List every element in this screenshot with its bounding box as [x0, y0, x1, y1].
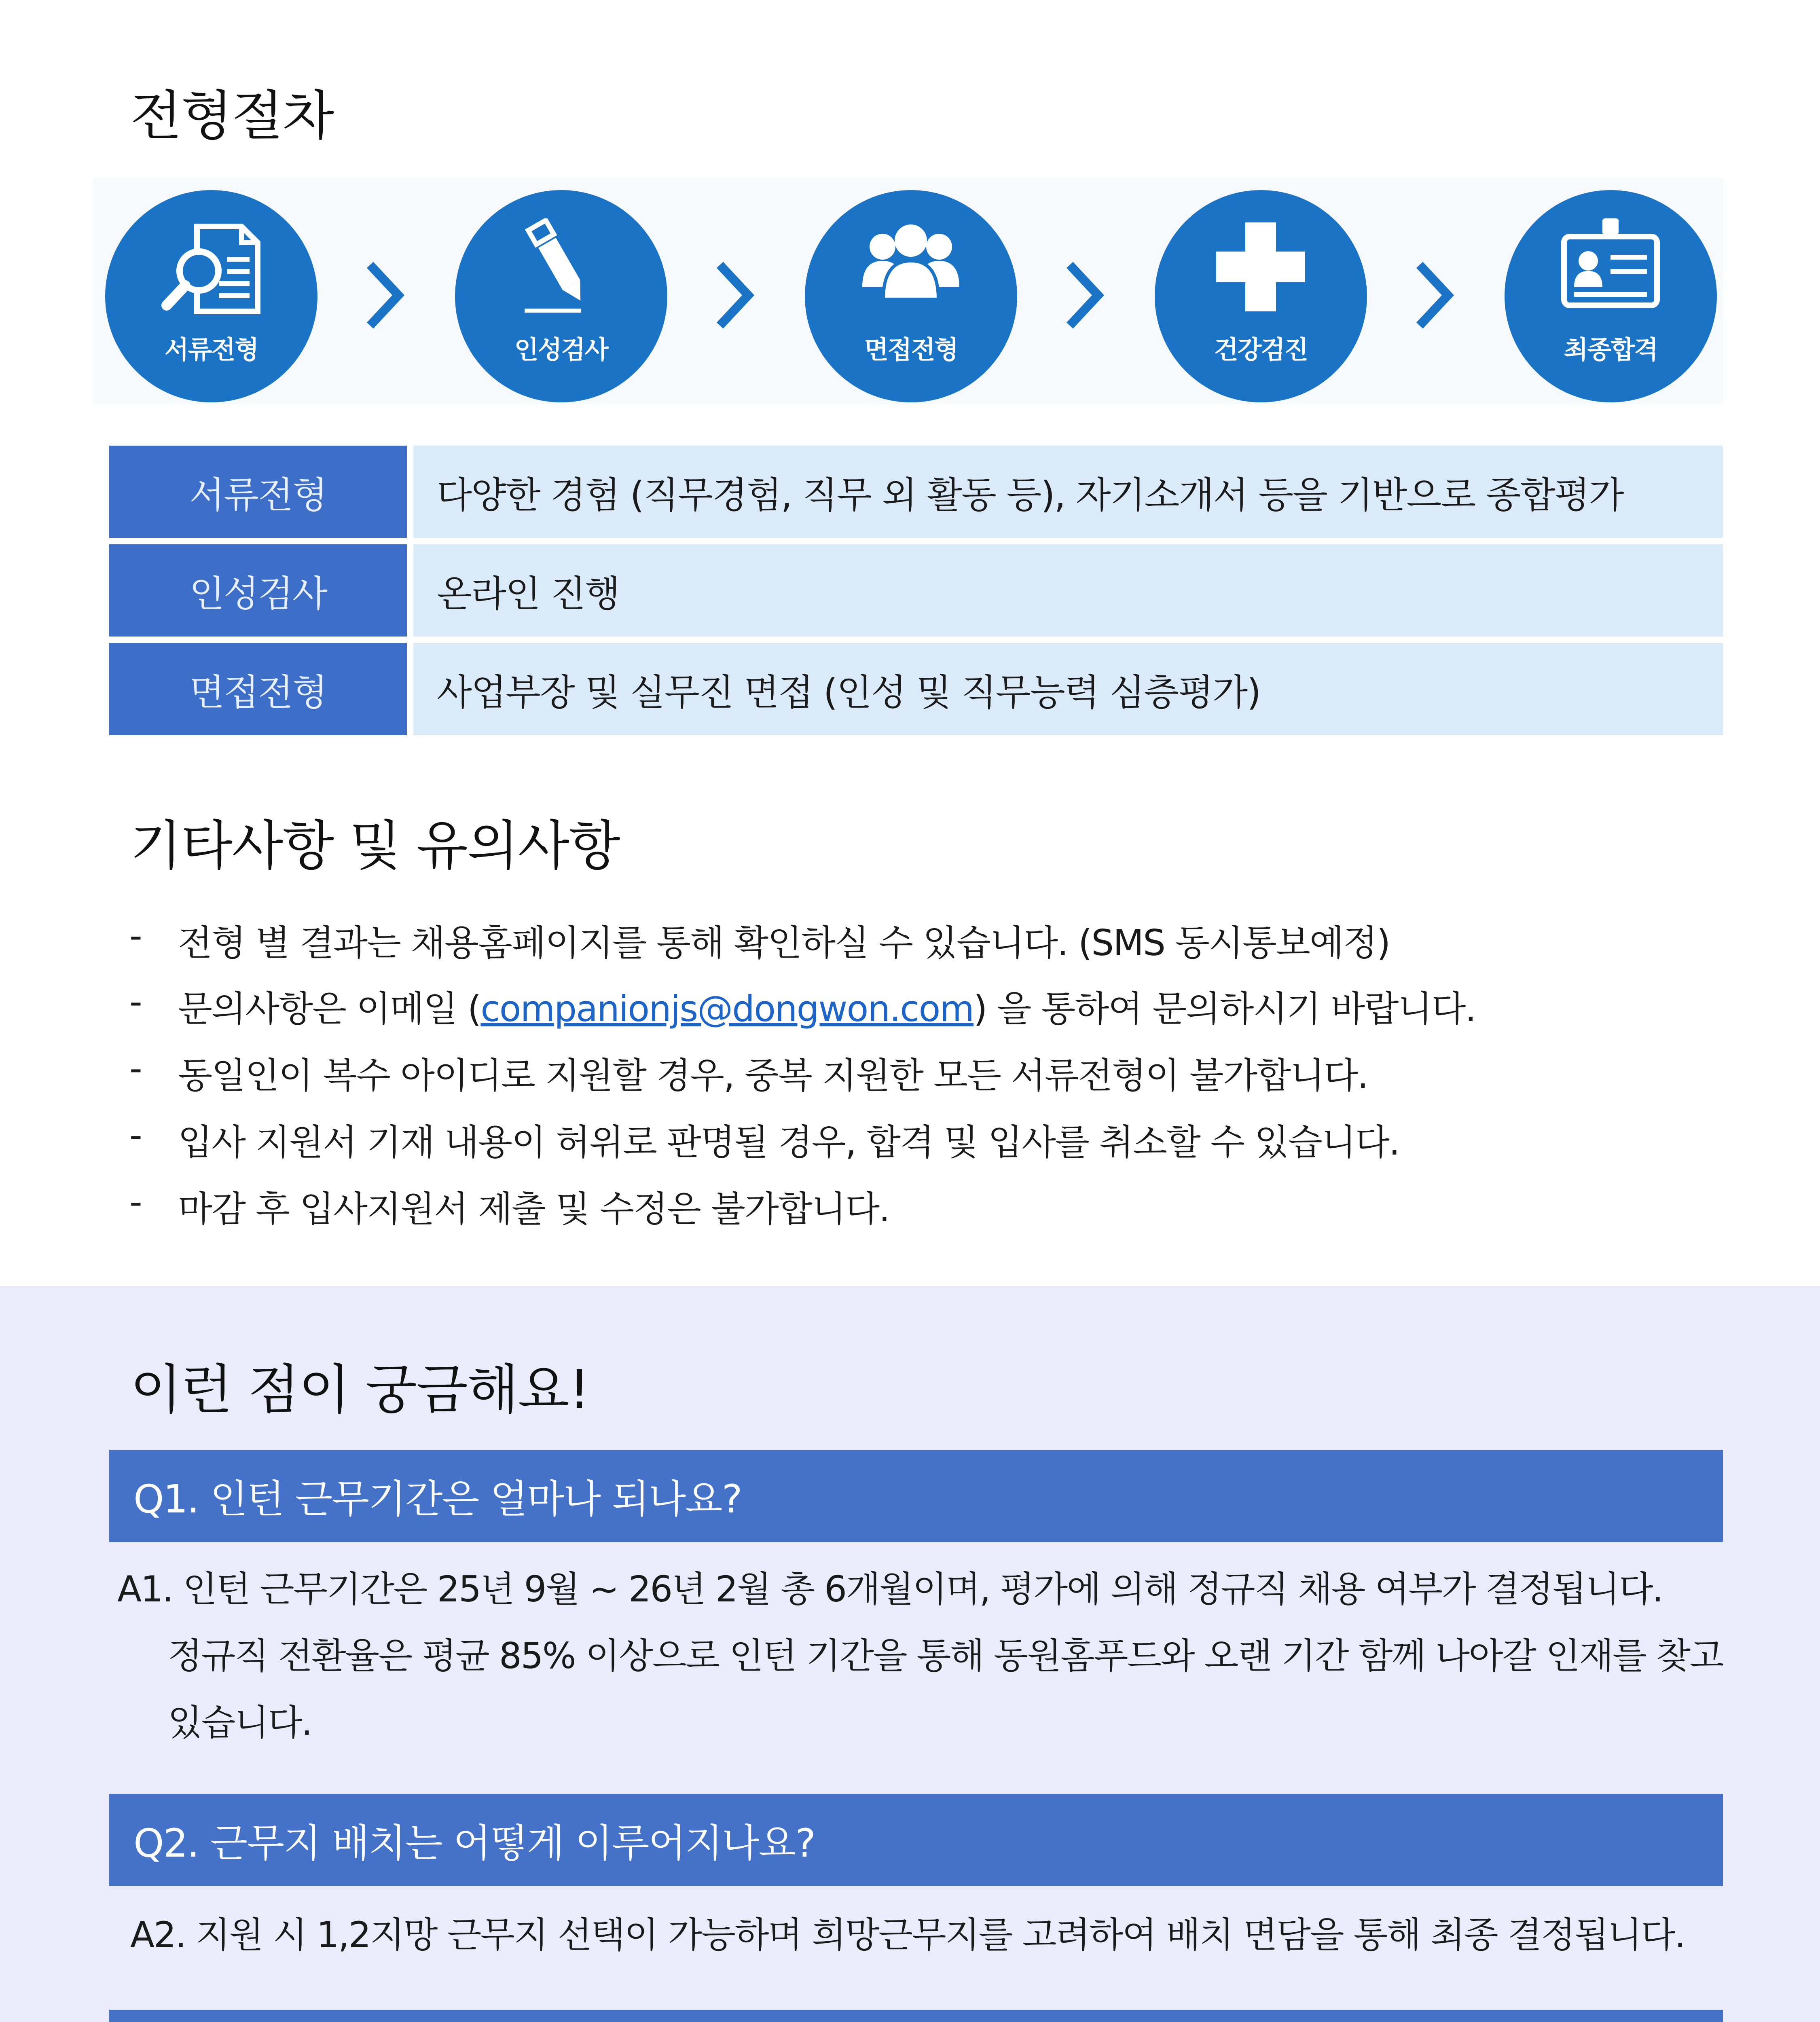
notes-title: 기타사항 및 유의사항: [130, 815, 620, 877]
faq-question: Q1. 인턴 근무기간은 얼마나 되나요?: [109, 1450, 1723, 1542]
email-link[interactable]: companionjs@dongwon.com: [480, 988, 974, 1030]
note-text: 전형 별 결과는 채용홈페이지를 통해 확인하실 수 있습니다. (SMS 동시통보예정): [178, 922, 1390, 964]
step-document: [105, 190, 317, 402]
note-text-pre: 문의사항은 이메일 (: [178, 988, 481, 1030]
table-row: [109, 643, 1723, 735]
faq-section: [0, 1286, 1820, 2022]
step-personality: [455, 190, 667, 402]
pencil-icon: [508, 218, 614, 315]
step-label: 인성검사: [514, 335, 608, 364]
chevron-right-icon: [360, 259, 408, 332]
step-health-check: [1155, 190, 1367, 402]
list-dash: -: [129, 1114, 142, 1156]
step-label: 서류전형: [164, 335, 258, 364]
note-text: 동일인이 복수 아이디로 지원할 경우, 중복 지원한 모든 서류전형이 불가합니다.: [178, 1055, 1368, 1096]
step-interview: [805, 190, 1017, 402]
chevron-right-icon: [1060, 259, 1108, 332]
note-text: 입사 지원서 기재 내용이 허위로 판명될 경우, 합격 및 입사를 취소할 수 있습니다.: [178, 1121, 1399, 1163]
faq-answer-line: A1. 인턴 근무기간은 25년 9월 ~ 26년 2월 총 6개월이며, 평가에 의해 정규직 채용 여부가 결정됩니다.: [117, 1568, 1663, 1610]
table-row: [109, 544, 1723, 637]
note-text: 마감 후 입사지원서 제출 및 수정은 불가합니다.: [178, 1188, 889, 1230]
list-dash: -: [129, 1047, 142, 1089]
faq-title: 이런 점이 궁금해요!: [130, 1359, 589, 1421]
step-label: 건강검진: [1214, 335, 1308, 364]
note-text: [178, 981, 1475, 1032]
table-row: [109, 446, 1723, 538]
table-key: 서류전형: [109, 446, 407, 538]
faq-answer-line: A2. 지원 시 1,2지망 근무지 선택이 가능하며 희망근무지를 고려하여 배치 면담을 통해 최종 결정됩니다.: [130, 1914, 1685, 1956]
table-key: 인성검사: [109, 544, 407, 637]
table-value: 다양한 경험 (직무경험, 직무 외 활동 등), 자기소개서 등을 기반으로 종합평가: [413, 446, 1723, 538]
note-text-post: ) 을 통하여 문의하시기 바랍니다.: [973, 988, 1476, 1030]
chevron-right-icon: [710, 259, 758, 332]
process-title: 전형절차: [130, 85, 334, 147]
faq-answer-line: 있습니다.: [168, 1702, 312, 1743]
people-group-icon: [858, 218, 963, 315]
table-key: 면접전형: [109, 643, 407, 735]
list-dash: -: [129, 1181, 142, 1223]
faq-question: Q2. 근무지 배치는 어떻게 이루어지나요?: [109, 1794, 1723, 1886]
table-value: 사업부장 및 실무진 면접 (인성 및 직무능력 심층평가): [413, 643, 1723, 735]
faq-answer-line: 정규직 전환율은 평균 85% 이상으로 인턴 기간을 통해 동원홈푸드와 오랜 기간 함께 나아갈 인재를 찾고: [168, 1635, 1723, 1677]
medical-cross-icon: [1208, 218, 1313, 315]
step-final-pass: [1505, 190, 1717, 402]
id-badge-icon: [1558, 218, 1663, 315]
faq-question: [109, 2010, 1723, 2022]
chevron-right-icon: [1409, 259, 1458, 332]
step-label: 면접전형: [864, 335, 958, 364]
list-dash: -: [129, 915, 142, 956]
document-search-icon: [159, 218, 264, 315]
step-label: 최종합격: [1564, 335, 1658, 364]
process-band: [93, 178, 1723, 404]
table-value: 온라인 진행: [413, 544, 1723, 637]
list-dash: -: [129, 981, 142, 1022]
